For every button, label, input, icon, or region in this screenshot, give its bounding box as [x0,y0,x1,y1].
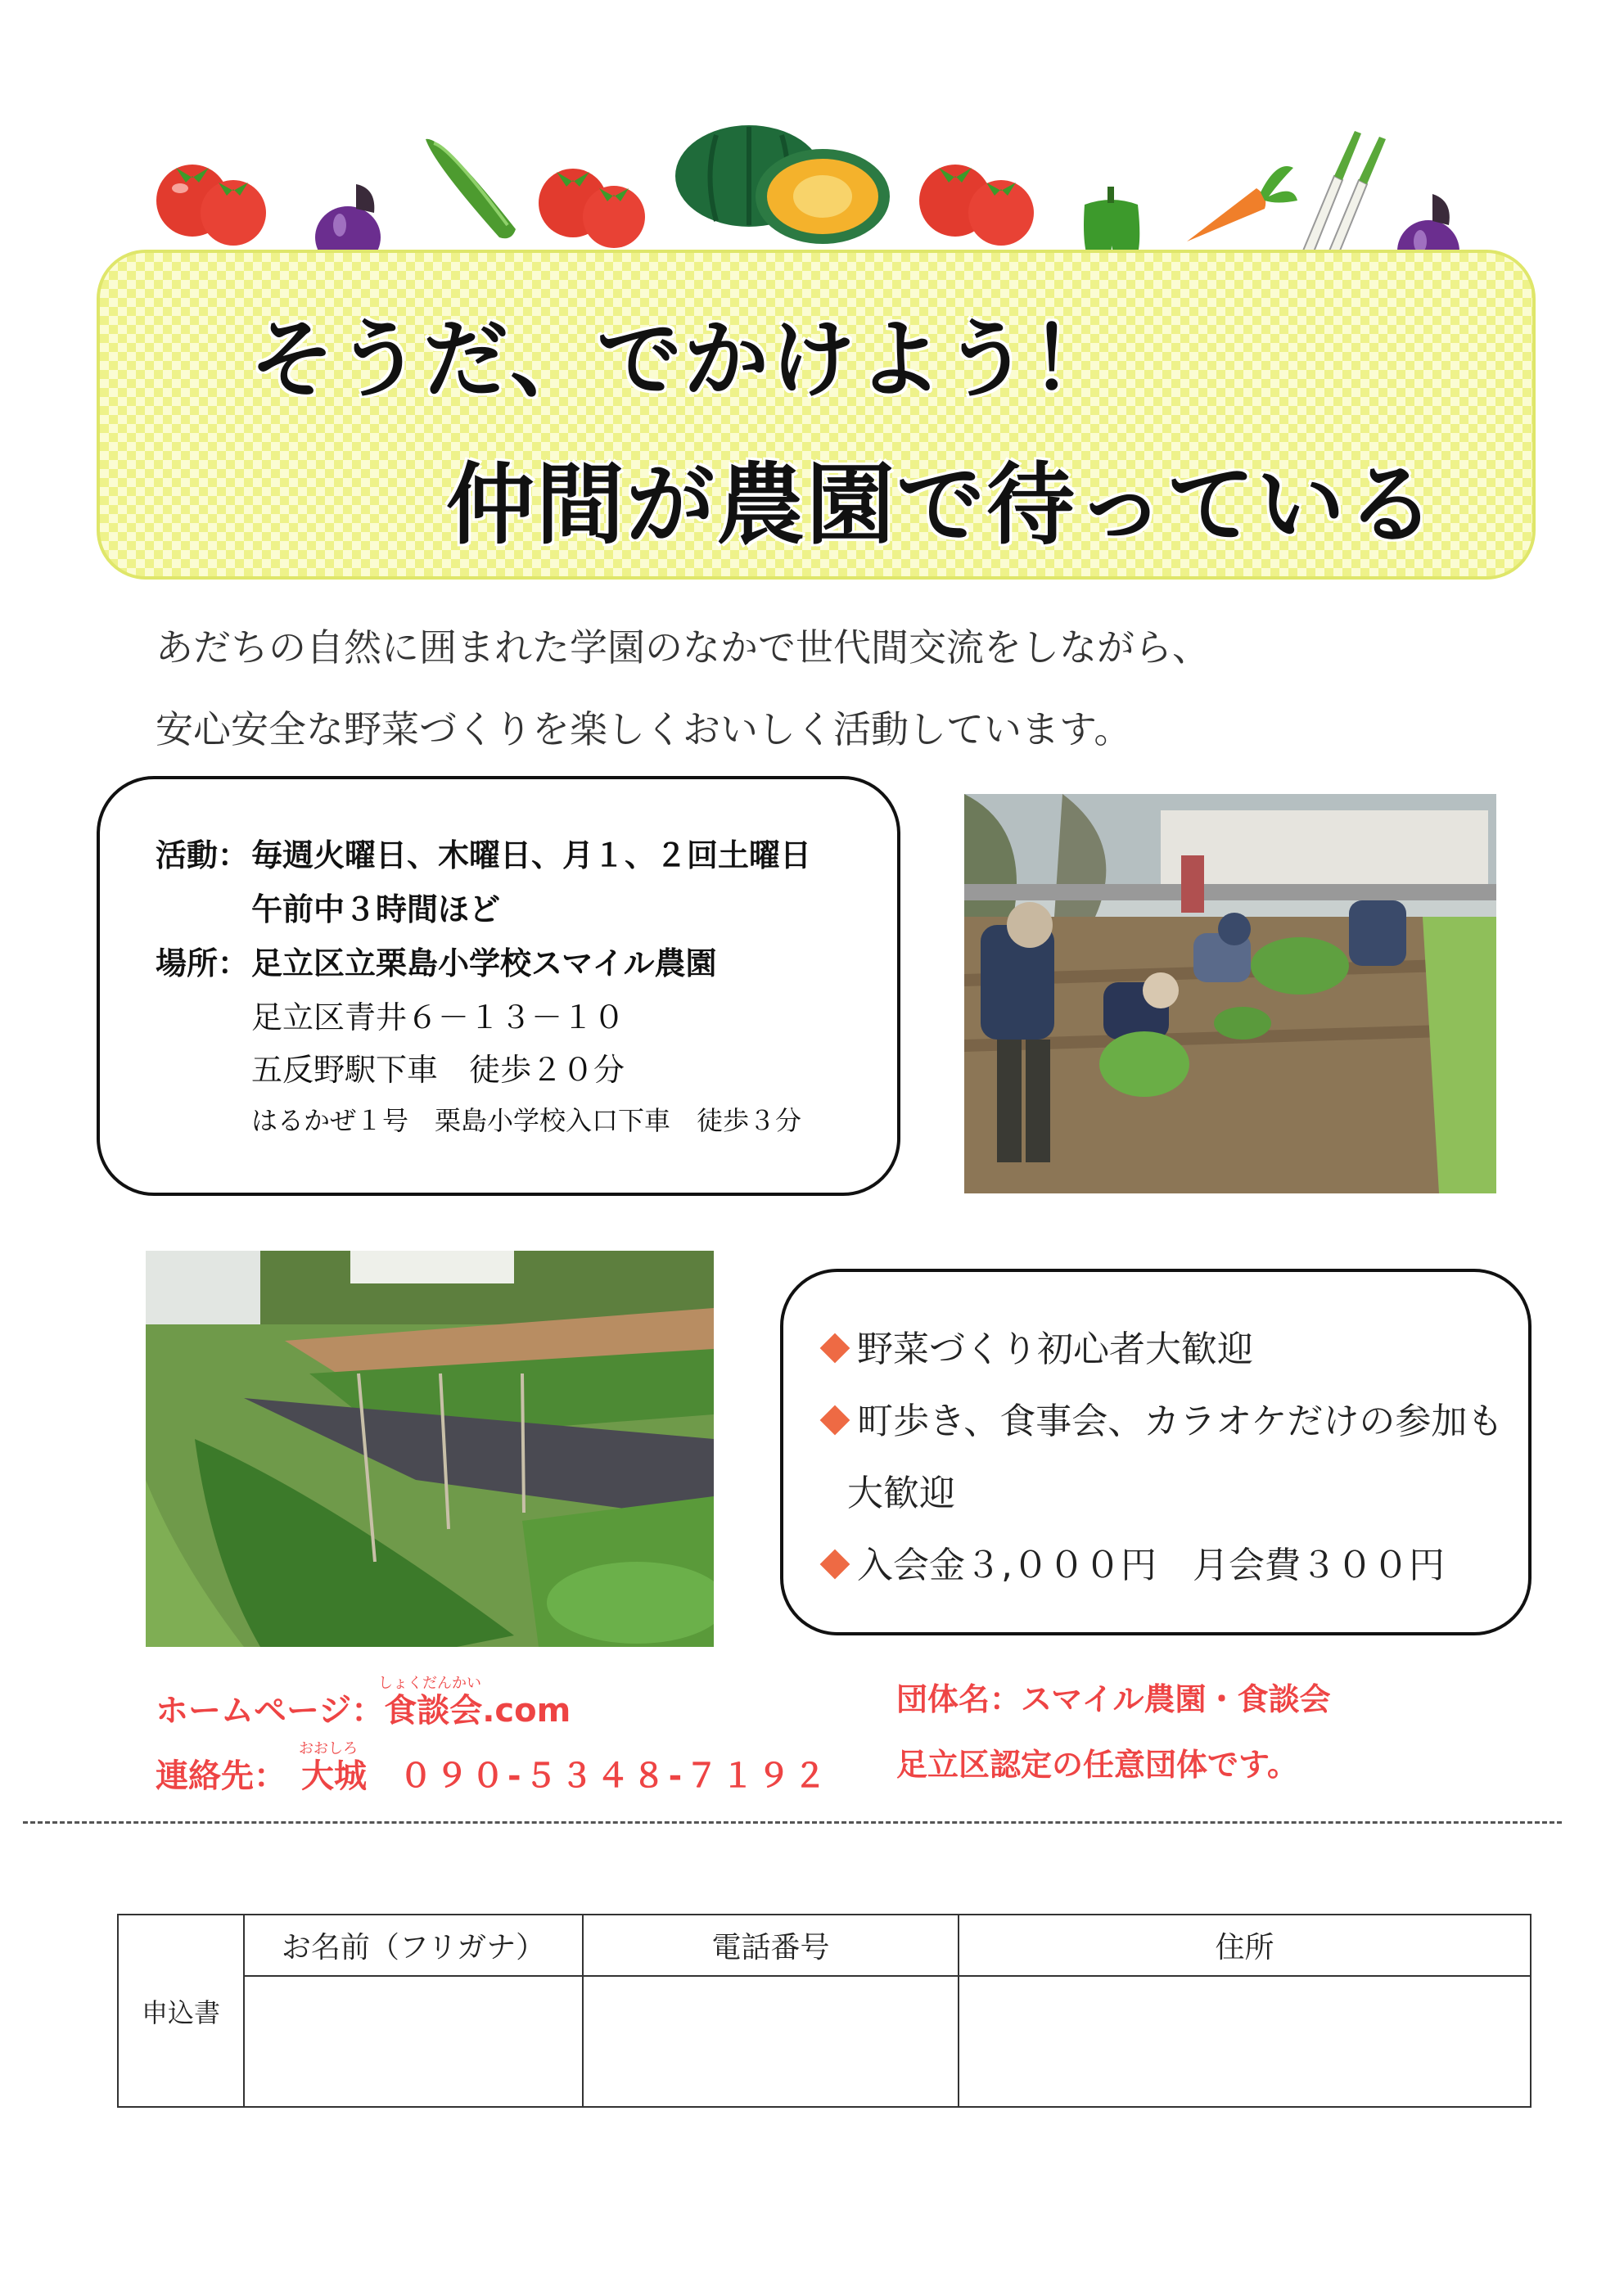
contact-phone: ０９０-５３４８-７１９２ [399,1757,830,1795]
feature-beginners: 野菜づくり初心者大歓迎 [857,1328,1253,1370]
form-name-field[interactable] [244,1976,583,2107]
features-box [780,1269,1532,1635]
pumpkin-icon [671,119,892,250]
contact-ruby: おおしろ [299,1740,358,1757]
contact-label: 連絡先： [156,1757,286,1795]
intro-line1: あだちの自然に囲まれた学園のなかで世代間交流をしながら、 [156,625,1210,670]
homepage-ruby: しょくだんかい [378,1675,481,1692]
activity-label: 活動： [156,837,250,873]
form-row-label: 申込書 [118,1915,244,2107]
headline-line2: 仲間が農園で待っている [446,454,1437,557]
contact-name: 大城 [301,1757,367,1795]
access-train: 五反野駅下車 徒歩２０分 [251,1052,625,1088]
contact-line [156,1750,829,1797]
intro-line2: 安心安全な野菜づくりを楽しくおいしく活動しています。 [156,707,1132,751]
info-box [97,776,900,1196]
feature-item [824,1536,1445,1588]
group-line [896,1674,1331,1719]
cucumber-icon [417,131,524,246]
photo-people-farming [964,794,1496,1193]
diamond-bullet-icon [820,1333,850,1364]
form-header-name: お名前（フリガナ） [244,1915,583,1976]
form-address-field[interactable] [959,1976,1531,2107]
cut-line-divider [23,1821,1562,1824]
certified-note: 足立区認定の任意団体です。 [896,1747,1298,1783]
place-label: 場所： [156,945,250,981]
application-form-table [117,1914,1532,2108]
group-label: 団体名： [896,1681,1022,1717]
access-bus: はるかぜ１号 栗島小学校入口下車 徒歩３分 [251,1105,802,1136]
place-name: 足立区立栗島小学校スマイル農園 [251,945,717,981]
activity-days: 毎週火曜日、木曜日、月１、２回土曜日 [251,837,812,873]
homepage-label: ホームページ： [156,1692,385,1730]
headline-line1: そうだ、でかけよう！ [250,309,1118,409]
feature-events: 町歩き、食事会、カラオケだけの参加も [857,1401,1504,1442]
tomato-icon [532,156,655,254]
tomato-icon [913,151,1044,250]
group-name: スマイル農園・食談会 [1021,1681,1331,1717]
form-phone-field[interactable] [583,1976,959,2107]
tomato-icon [151,151,274,250]
activity-time: 午前中３時間ほど [251,891,501,927]
feature-item [824,1319,1253,1372]
address: 足立区青井６－１３－１０ [251,999,625,1035]
diamond-bullet-icon [820,1549,850,1580]
feature-fees: 入会金３,０００円 月会費３００円 [857,1545,1445,1586]
homepage-link[interactable]: 食談会.com [384,1692,571,1730]
feature-item [824,1392,1503,1444]
form-header-address: 住所 [959,1915,1531,1976]
diamond-bullet-icon [820,1405,850,1436]
form-header-phone: 電話番号 [583,1915,959,1976]
homepage-line [156,1685,571,1731]
feature-events-cont: 大歓迎 [847,1473,955,1514]
photo-vegetable-garden [146,1251,714,1647]
